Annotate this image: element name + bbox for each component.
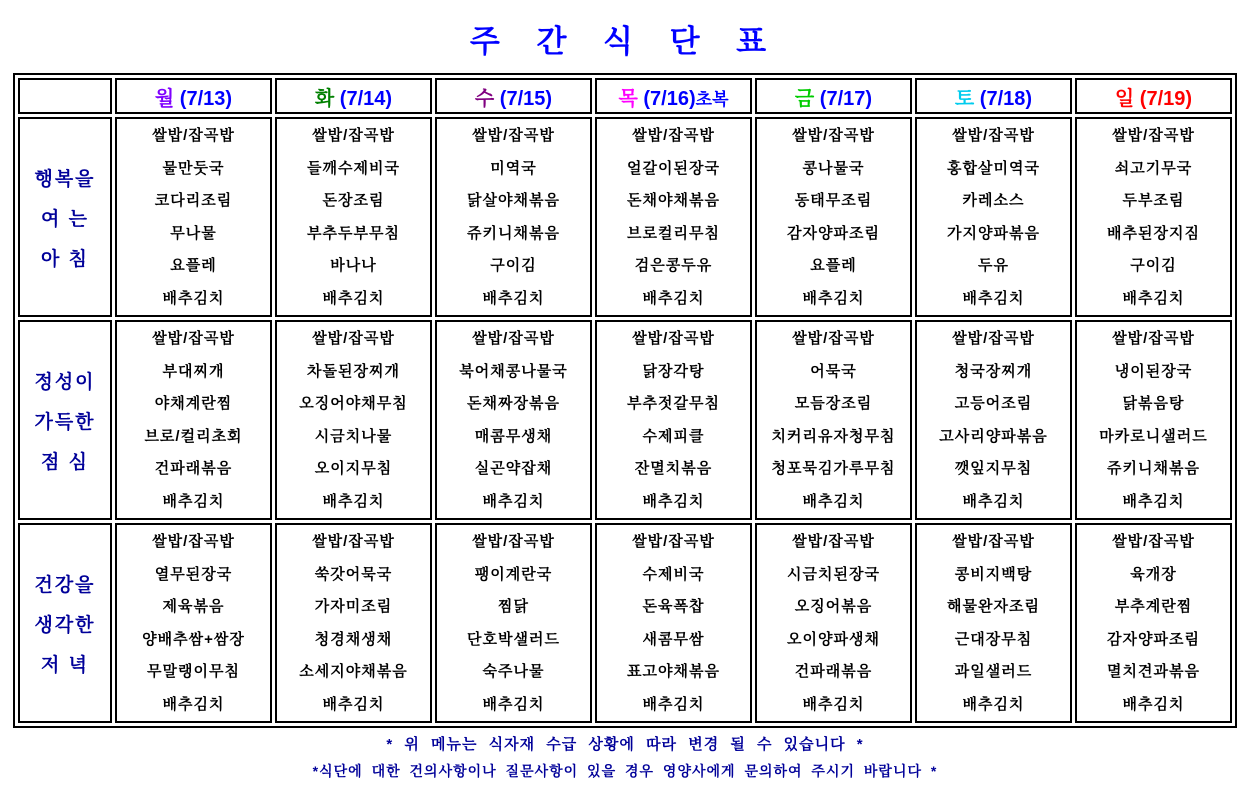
menu-cell — [755, 523, 912, 723]
meal-label-line: 생각한 — [34, 614, 96, 636]
meal-label-line: 건강을 — [34, 574, 96, 596]
menu-item: 팽이계란국 — [474, 565, 553, 583]
menu-item: 쌀밥/잡곡밥 — [472, 127, 555, 144]
menu-item: 미역국 — [490, 159, 537, 177]
day-date: (7/13) — [174, 87, 233, 110]
menu-cell — [435, 523, 592, 723]
menu-cell — [115, 320, 272, 520]
menu-item: 배추김치 — [802, 289, 865, 307]
day-glyph: 일 — [1114, 87, 1135, 110]
menu-item: 건파래볶음 — [794, 663, 873, 681]
day-glyph: 토 — [954, 87, 975, 110]
menu-item: 배추김치 — [802, 695, 865, 713]
menu-item: 부추계란찜 — [1114, 598, 1193, 616]
menu-item: 두유 — [978, 257, 1009, 275]
menu-cell — [435, 117, 592, 317]
menu-item: 양배추쌈+쌈장 — [142, 630, 245, 648]
menu-item: 야채계란찜 — [154, 395, 233, 413]
day-header-7 — [1075, 78, 1232, 114]
menu-item: 잔멸치볶음 — [634, 460, 713, 478]
menu-item: 배추김치 — [322, 695, 385, 713]
menu-item: 수제비국 — [642, 565, 705, 583]
menu-item: 배추김치 — [962, 492, 1025, 510]
menu-item: 배추김치 — [642, 492, 705, 510]
menu-item: 쇠고기무국 — [1114, 159, 1193, 177]
menu-item: 가자미조림 — [314, 598, 393, 616]
day-glyph: 화 — [314, 87, 335, 110]
menu-item: 요플레 — [170, 257, 217, 275]
menu-item: 부추두부무침 — [307, 224, 400, 242]
menu-item: 모듬장조림 — [794, 395, 873, 413]
day-header-1 — [115, 78, 272, 114]
menu-item: 소세지야채볶음 — [299, 663, 408, 681]
day-glyph: 월 — [154, 87, 175, 110]
menu-item: 콩비지백탕 — [954, 565, 1033, 583]
menu-item: 마카로니샐러드 — [1099, 427, 1208, 445]
menu-cell — [595, 523, 752, 723]
menu-item: 부추젓갈무침 — [627, 395, 720, 413]
day-date: (7/19) — [1134, 87, 1193, 110]
menu-item: 바나나 — [330, 257, 377, 275]
menu-cell — [915, 523, 1072, 723]
menu-item: 쌀밥/잡곡밥 — [952, 330, 1035, 347]
menu-item: 감자양파조림 — [787, 224, 880, 242]
menu-cell — [1075, 523, 1232, 723]
menu-item: 오징어야채무침 — [299, 395, 408, 413]
menu-item: 쌀밥/잡곡밥 — [312, 330, 395, 347]
day-glyph: 수 — [474, 87, 495, 110]
menu-cell — [1075, 320, 1232, 520]
menu-item: 쌀밥/잡곡밥 — [152, 127, 235, 144]
header-row — [18, 78, 1232, 114]
menu-item: 육개장 — [1130, 565, 1177, 583]
menu-item: 감자양파조림 — [1107, 630, 1200, 648]
menu-item: 배추김치 — [642, 289, 705, 307]
day-header-3 — [435, 78, 592, 114]
menu-item: 카레소스 — [962, 192, 1025, 210]
menu-item: 새콤무쌈 — [642, 630, 705, 648]
menu-item: 쌀밥/잡곡밥 — [312, 533, 395, 550]
meal-label-line: 저 녁 — [41, 654, 89, 676]
menu-item: 청경채생채 — [314, 630, 393, 648]
menu-item: 돈육폭찹 — [642, 598, 705, 616]
menu-cell — [275, 320, 432, 520]
menu-item: 배추김치 — [482, 492, 545, 510]
menu-cell — [115, 523, 272, 723]
menu-item: 두부조림 — [1122, 192, 1185, 210]
menu-item: 쌀밥/잡곡밥 — [472, 533, 555, 550]
menu-item: 쌀밥/잡곡밥 — [152, 330, 235, 347]
menu-item: 쌀밥/잡곡밥 — [312, 127, 395, 144]
menu-cell — [595, 320, 752, 520]
day-header-5 — [755, 78, 912, 114]
menu-item: 가지양파볶음 — [947, 224, 1040, 242]
menu-item: 배추김치 — [1122, 289, 1185, 307]
menu-item: 닭살야채볶음 — [467, 192, 560, 210]
menu-item: 치커리유자청무침 — [771, 427, 896, 445]
day-glyph: 금 — [794, 87, 815, 110]
meal-body — [18, 117, 1232, 723]
menu-item: 차돌된장찌개 — [307, 362, 400, 380]
menu-item: 청국장찌개 — [954, 362, 1033, 380]
day-date: (7/18) — [974, 87, 1033, 110]
menu-item: 배추김치 — [802, 492, 865, 510]
menu-item: 동태무조림 — [794, 192, 873, 210]
menu-cell — [1075, 117, 1232, 317]
day-header-4 — [595, 78, 752, 114]
menu-item: 쌀밥/잡곡밥 — [952, 127, 1035, 144]
menu-item: 돈채짜장볶음 — [467, 395, 560, 413]
meal-label-line: 여 는 — [41, 208, 89, 230]
menu-item: 배추된장지짐 — [1107, 224, 1200, 242]
menu-item: 쥬키니채볶음 — [1107, 460, 1200, 478]
day-date: (7/14) — [334, 87, 393, 110]
page-title: 주 간 식 단 표 — [469, 24, 781, 59]
menu-item: 얼갈이된장국 — [627, 159, 720, 177]
menu-item: 쌀밥/잡곡밥 — [1112, 127, 1195, 144]
menu-item: 들깨수제비국 — [307, 159, 400, 177]
menu-item: 닭볶음탕 — [1122, 395, 1185, 413]
menu-item: 검은콩두유 — [634, 257, 713, 275]
menu-cell — [915, 117, 1072, 317]
menu-item: 고등어조림 — [954, 395, 1033, 413]
menu-cell — [915, 320, 1072, 520]
menu-item: 근대장무침 — [954, 630, 1033, 648]
menu-cell — [115, 117, 272, 317]
menu-table — [13, 73, 1237, 728]
meal-row-1 — [18, 117, 1232, 317]
menu-item: 브로컬리무침 — [627, 224, 720, 242]
menu-item: 제육볶음 — [162, 598, 225, 616]
meal-label-line: 아 침 — [41, 248, 89, 270]
menu-item: 돈장조림 — [322, 192, 385, 210]
menu-item: 깻잎지무침 — [954, 460, 1033, 478]
menu-item: 찜닭 — [498, 598, 529, 616]
menu-cell — [755, 320, 912, 520]
menu-item: 배추김치 — [482, 289, 545, 307]
day-suffix: 초복 — [695, 89, 729, 109]
menu-item: 쌀밥/잡곡밥 — [152, 533, 235, 550]
day-glyph: 목 — [618, 87, 638, 110]
menu-item: 요플레 — [810, 257, 857, 275]
menu-item: 쌀밥/잡곡밥 — [632, 127, 715, 144]
menu-item: 단호박샐러드 — [467, 630, 560, 648]
meal-label — [18, 523, 112, 723]
menu-item: 쌀밥/잡곡밥 — [632, 533, 715, 550]
menu-item: 열무된장국 — [154, 565, 233, 583]
menu-item: 홍합살미역국 — [947, 159, 1040, 177]
menu-item: 배추김치 — [962, 695, 1025, 713]
menu-item: 쌀밥/잡곡밥 — [632, 330, 715, 347]
menu-item: 콩나물국 — [802, 159, 865, 177]
menu-cell — [755, 117, 912, 317]
menu-item: 과일샐러드 — [954, 663, 1033, 681]
menu-item: 배추김치 — [162, 492, 225, 510]
menu-item: 수제피클 — [642, 427, 705, 445]
menu-item: 오징어볶음 — [794, 598, 873, 616]
menu-item: 쌀밥/잡곡밥 — [792, 533, 875, 550]
menu-item: 멸치견과볶음 — [1107, 663, 1200, 681]
footer-note-2: *식단에 대한 건의사항이나 질문사항이 있을 경우 영양사에게 문의하여 주시기 바랍니다 * — [312, 763, 938, 779]
menu-item: 쥬키니채볶음 — [467, 224, 560, 242]
footer-note-1: * 위 메뉴는 식자재 수급 상황에 따라 변경 될 수 있습니다 * — [386, 736, 864, 753]
menu-item: 오이양파생채 — [787, 630, 880, 648]
day-date: (7/17) — [814, 87, 873, 110]
menu-item: 배추김치 — [482, 695, 545, 713]
menu-item: 배추김치 — [162, 289, 225, 307]
menu-item: 닭장각탕 — [642, 362, 705, 380]
menu-item: 배추김치 — [1122, 492, 1185, 510]
menu-item: 고사리양파볶음 — [939, 427, 1048, 445]
meal-row-2 — [18, 320, 1232, 520]
menu-cell — [595, 117, 752, 317]
menu-item: 쑥갓어묵국 — [314, 565, 393, 583]
menu-item: 어묵국 — [810, 362, 857, 380]
menu-item: 물만둣국 — [162, 159, 225, 177]
menu-item: 해물완자조림 — [947, 598, 1040, 616]
menu-item: 시금치나물 — [314, 427, 393, 445]
menu-item: 배추김치 — [642, 695, 705, 713]
menu-item: 쌀밥/잡곡밥 — [1112, 533, 1195, 550]
menu-item: 브로/컬리초회 — [144, 427, 243, 445]
meal-label-line: 행복을 — [34, 168, 96, 190]
menu-item: 쌀밥/잡곡밥 — [792, 127, 875, 144]
meal-label — [18, 320, 112, 520]
menu-item: 배추김치 — [322, 492, 385, 510]
menu-item: 시금치된장국 — [787, 565, 880, 583]
menu-item: 구이김 — [490, 257, 537, 275]
menu-item: 실곤약잡채 — [474, 460, 553, 478]
footer-notes — [0, 733, 1250, 781]
day-date: (7/15) — [494, 87, 553, 110]
menu-item: 무말랭이무침 — [147, 663, 240, 681]
menu-cell — [435, 320, 592, 520]
menu-item: 배추김치 — [162, 695, 225, 713]
menu-item: 배추김치 — [962, 289, 1025, 307]
menu-item: 구이김 — [1130, 257, 1177, 275]
menu-item: 무나물 — [170, 224, 217, 242]
menu-item: 배추김치 — [1122, 695, 1185, 713]
menu-item: 쌀밥/잡곡밥 — [792, 330, 875, 347]
menu-item: 부대찌개 — [162, 362, 225, 380]
meal-label-line: 정성이 — [34, 371, 96, 393]
menu-item: 북어채콩나물국 — [459, 362, 568, 380]
menu-item: 배추김치 — [322, 289, 385, 307]
menu-item: 건파래볶음 — [154, 460, 233, 478]
menu-item: 냉이된장국 — [1114, 362, 1193, 380]
meal-label-line: 가득한 — [34, 411, 96, 433]
day-header-2 — [275, 78, 432, 114]
menu-cell — [275, 523, 432, 723]
menu-item: 청포묵김가루무침 — [771, 460, 896, 478]
menu-item: 쌀밥/잡곡밥 — [952, 533, 1035, 550]
day-header-6 — [915, 78, 1072, 114]
corner-cell — [18, 78, 112, 114]
menu-item: 숙주나물 — [482, 663, 545, 681]
menu-item: 쌀밥/잡곡밥 — [472, 330, 555, 347]
day-date: (7/16) — [637, 87, 696, 110]
menu-item: 표고야채볶음 — [627, 663, 720, 681]
menu-item: 매콤무생채 — [474, 427, 553, 445]
menu-cell — [275, 117, 432, 317]
meal-label — [18, 117, 112, 317]
menu-item: 오이지무침 — [314, 460, 393, 478]
meal-row-3 — [18, 523, 1232, 723]
meal-label-line: 점 심 — [41, 451, 89, 473]
menu-item: 쌀밥/잡곡밥 — [1112, 330, 1195, 347]
menu-item: 코다리조림 — [154, 192, 233, 210]
menu-item: 돈채야채볶음 — [627, 192, 720, 210]
